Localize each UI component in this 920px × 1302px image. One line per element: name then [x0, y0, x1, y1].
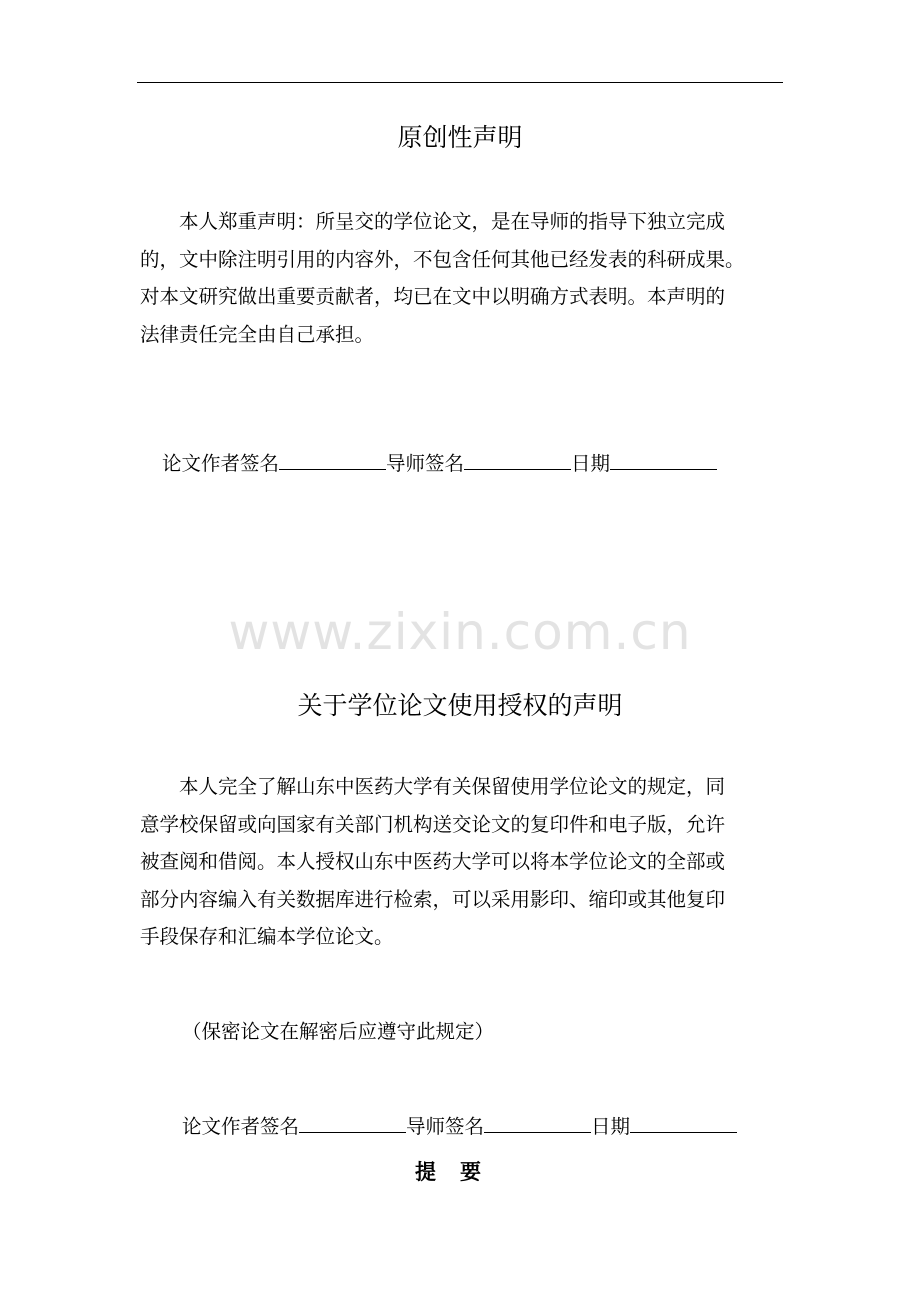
author-signature-blank[interactable]: [279, 451, 386, 470]
author-signature-blank[interactable]: [299, 1114, 406, 1133]
date-blank[interactable]: [630, 1114, 737, 1133]
confidentiality-note: （保密论文在解密后应遵守此规定）: [182, 1020, 495, 1043]
paragraph-line: 本人郑重声明：所呈交的学位论文，是在导师的指导下独立完成: [179, 210, 726, 233]
advisor-signature-blank[interactable]: [464, 451, 571, 470]
paragraph-line: 部分内容编入有关数据库进行检索，可以采用影印、缩印或其他复印: [140, 887, 726, 911]
originality-statement-body: [140, 203, 785, 353]
date-label: 日期: [571, 452, 611, 475]
paragraph-line: 手段保存和汇编本学位论文。: [140, 925, 394, 948]
header-rule: [137, 82, 783, 83]
authorization-statement-body: [140, 768, 785, 956]
authorization-statement-title: 关于学位论文使用授权的声明: [297, 691, 623, 720]
originality-statement-title: 原创性声明: [397, 123, 523, 152]
advisor-signature-label: 导师签名: [386, 452, 465, 475]
paragraph-line: 被查阅和借阅。本人授权山东中医药大学可以将本学位论文的全部或: [140, 850, 726, 873]
paragraph-line: 对本文研究做出重要贡献者，均已在文中以明确方式表明。本声明的: [140, 285, 726, 308]
advisor-signature-blank[interactable]: [484, 1114, 591, 1133]
signature-row-1: [162, 448, 717, 476]
watermark-text: www.zixin.com.cn: [228, 603, 692, 661]
date-blank[interactable]: [610, 451, 717, 470]
advisor-signature-label: 导师签名: [406, 1115, 485, 1138]
paragraph-line: 本人完全了解山东中医药大学有关保留使用学位论文的规定，同: [179, 775, 726, 798]
paragraph-line: 的，文中除注明引用的内容外，不包含任何其他已经发表的科研成果。: [140, 247, 745, 271]
summary-heading: 提要: [415, 1160, 505, 1184]
paragraph-line: 意学校保留或向国家有关部门机构送交论文的复印件和电子版，允许: [140, 812, 726, 836]
date-label: 日期: [591, 1115, 631, 1138]
author-signature-label: 论文作者签名: [162, 452, 280, 475]
signature-row-2: [182, 1111, 737, 1139]
paragraph-line: 法律责任完全由自己承担。: [140, 322, 375, 346]
author-signature-label: 论文作者签名: [182, 1115, 300, 1138]
